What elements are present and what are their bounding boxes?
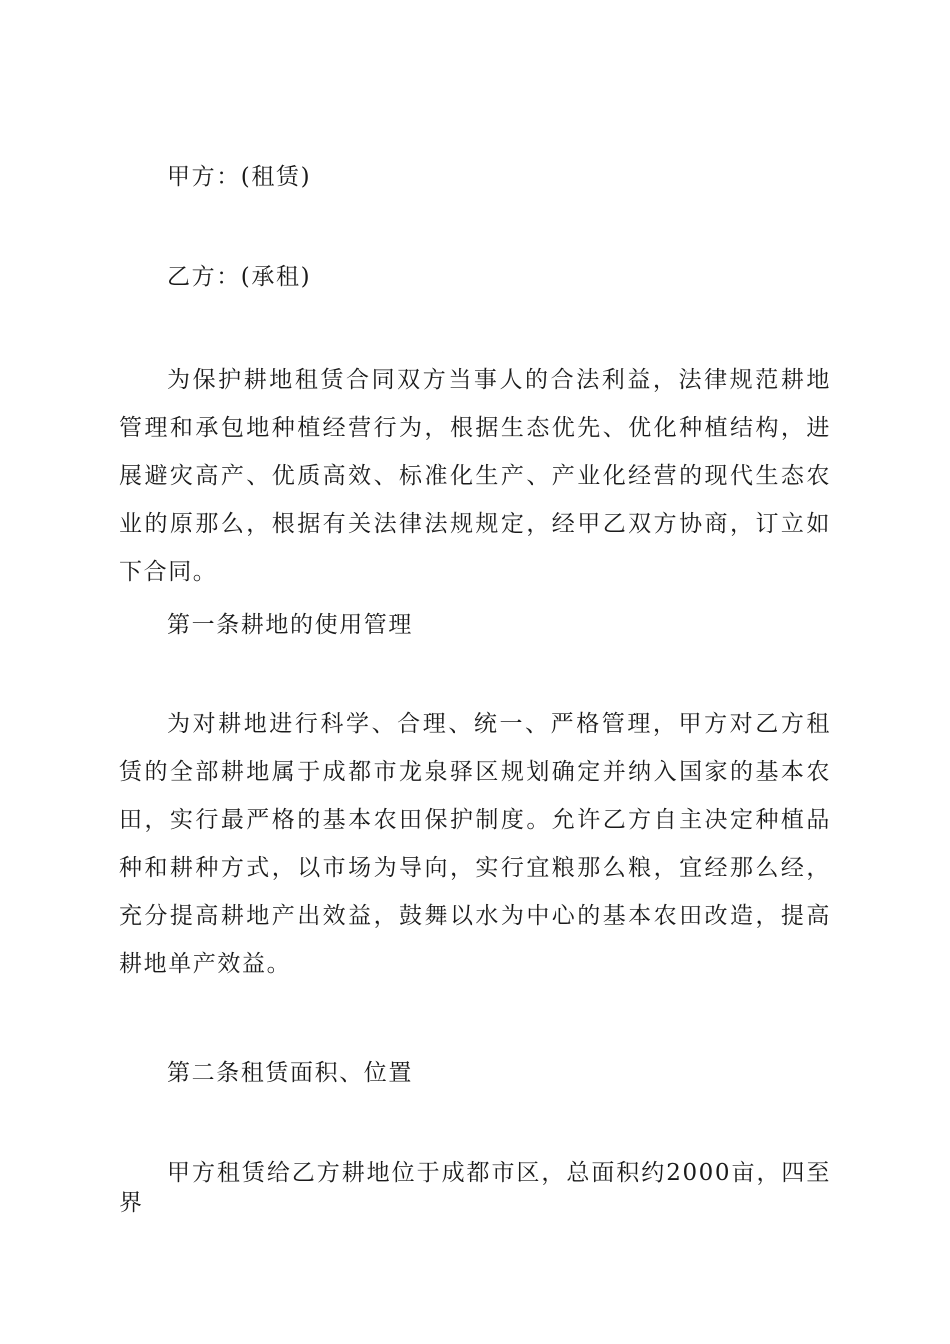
intro-paragraph: 为保护耕地租赁合同双方当事人的合法利益，法律规范耕地管理和承包地种植经营行为，根据生态优先、优化种植结构，进展避灾高产、优质高效、标准化生产、产业化经营的现代生态农业的原那么，根据有关法律法规规定，经甲乙双方协商，订立如下合同。 xyxy=(119,367,831,585)
article-2-paragraph: 甲方租赁给乙方耕地位于成都市区，总面积约2000亩，四至界 xyxy=(119,1160,831,1216)
party-a-line: 甲方：(租赁) xyxy=(167,164,312,190)
article-1-paragraph: 为对耕地进行科学、合理、统一、严格管理，甲方对乙方租赁的全部耕地属于成都市龙泉驿区规划确定并纳入国家的基本农田，实行最严格的基本农田保护制度。允许乙方自主决定种植品种和耕种方式，以市场为导向，实行宜粮那么粮，宜经那么经，充分提高耕地产出效益，鼓舞以水为中心的基本农田改造，提高耕地单产效益。 xyxy=(119,711,831,977)
article-1-heading: 第一条耕地的使用管理 xyxy=(167,612,413,638)
article-2-heading: 第二条租赁面积、位置 xyxy=(167,1060,413,1086)
party-b-line: 乙方：(承租) xyxy=(167,264,312,290)
